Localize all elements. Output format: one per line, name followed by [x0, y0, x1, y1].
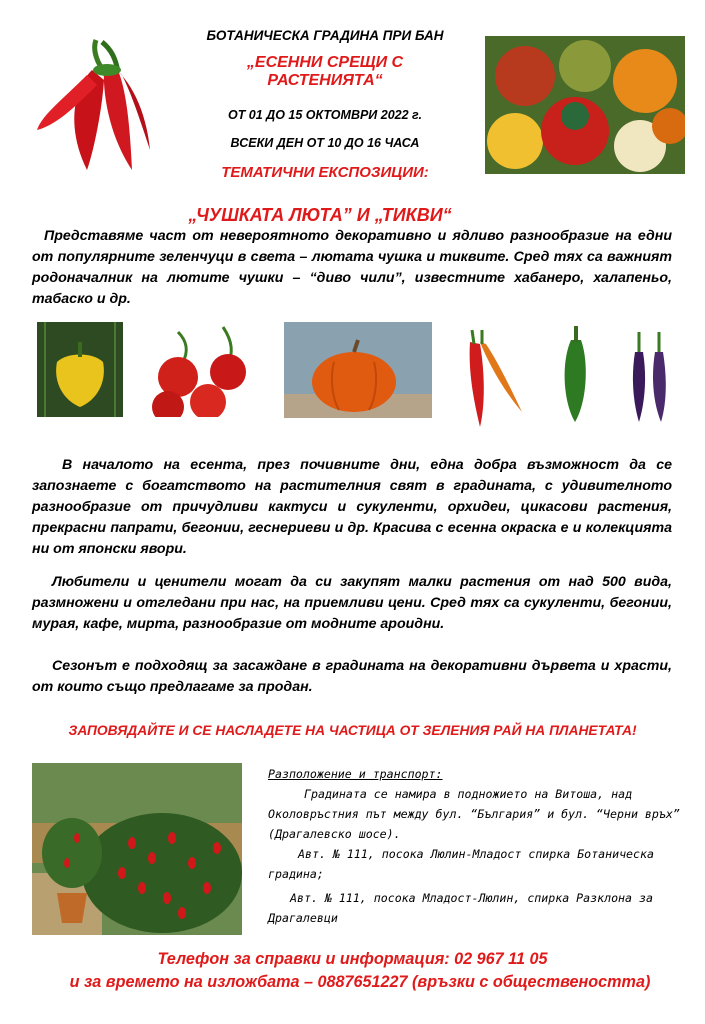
exhibition-phone: и за времето на изложбата – 0887651227 (връзки с обществеността) — [69, 973, 651, 991]
event-title: „ЕСЕННИ СРЕЩИ С РАСТЕНИЯТА“ — [246, 54, 404, 89]
red-chili-peppers-photo — [32, 30, 162, 180]
event-hours: ВСЕКИ ДЕН ОТ 10 ДО 16 ЧАСА — [230, 136, 420, 150]
location-directions: Градината се намира в подножието на Витоша, над Околовръстния път между бул. “България” и бул. “Черни връх” (Драгалевско шосе). — [268, 787, 680, 841]
orange-pumpkin-photo — [284, 322, 432, 418]
autumn-paragraph: В началото на есента, през почивните дни, една добра възможност да се запознаете с богатството на растителния свят в градината, с удивителното разнообразие от причудливи кактуси и сукуленти, орхидеи, цикасови растения, прекрасни папрати, бегонии, геснериеви и др. Красива с есенна окраска е и колекцията ни от японски явори. — [32, 457, 672, 557]
welcome-slogan: ЗАПОВЯДАЙТЕ И СЕ НАСЛАДЕТЕ НА ЧАСТИЦА ОТ ЗЕЛЕНИЯ РАЙ НА ПЛАНЕТАТА! — [68, 723, 637, 738]
potted-pepper-plants-photo — [32, 763, 242, 935]
planting-season-paragraph: Сезонът е подходящ за засаждане в градината на декоративни дървета и храсти, от които също предлагаме за продан. — [32, 658, 672, 695]
event-dates: ОТ 01 ДО 15 ОКТОМВРИ 2022 г. — [227, 108, 423, 122]
red-cayenne-peppers-photo — [450, 322, 530, 430]
organization-name: БОТАНИЧЕСКА ГРАДИНА ПРИ БАН — [206, 28, 444, 43]
info-phone: Телефон за справки и информация: 02 967 11 05 — [157, 950, 548, 968]
ornamental-pumpkins-photo — [485, 36, 685, 174]
bus-route-2: Авт. № 111, посока Младост-Люлин, спирка Разклона за Драгалевци — [268, 891, 653, 925]
bishop-crown-peppers-photo — [138, 322, 268, 417]
location-heading: Разположение и транспорт: — [268, 767, 443, 781]
exhibits-title: „ЧУШКАТА ЛЮТА” И „ТИКВИ“ — [188, 205, 452, 225]
purple-peppers-photo — [625, 322, 680, 430]
green-jalapeno-photo — [543, 322, 613, 430]
thematic-heading: ТЕМАТИЧНИ ЕКСПОЗИЦИИ: — [221, 164, 429, 181]
bus-route-1: Авт. № 111, посока Люлин-Младост спирка Ботаническа градина; — [268, 847, 654, 881]
intro-paragraph: Представяме част от невероятното декоративно и ядливо разнообразие на едни от популярните зеленчуци в света – лютата чушка и тиквите. Сред тях са важният родоначалник на лютите чушки – “диво чили”, известните хабанеро, халапеньо, табаско и др. — [32, 228, 672, 307]
plant-sale-paragraph: Любители и ценители могат да си закупят малки растения от над 500 вида, размножени и отгледани при нас, на приемливи цени. Сред тях са сукуленти, бегонии, мурая, кафе, мирта, разнообразие от модните ароидни. — [32, 574, 672, 632]
yellow-pepper-photo — [37, 322, 123, 417]
